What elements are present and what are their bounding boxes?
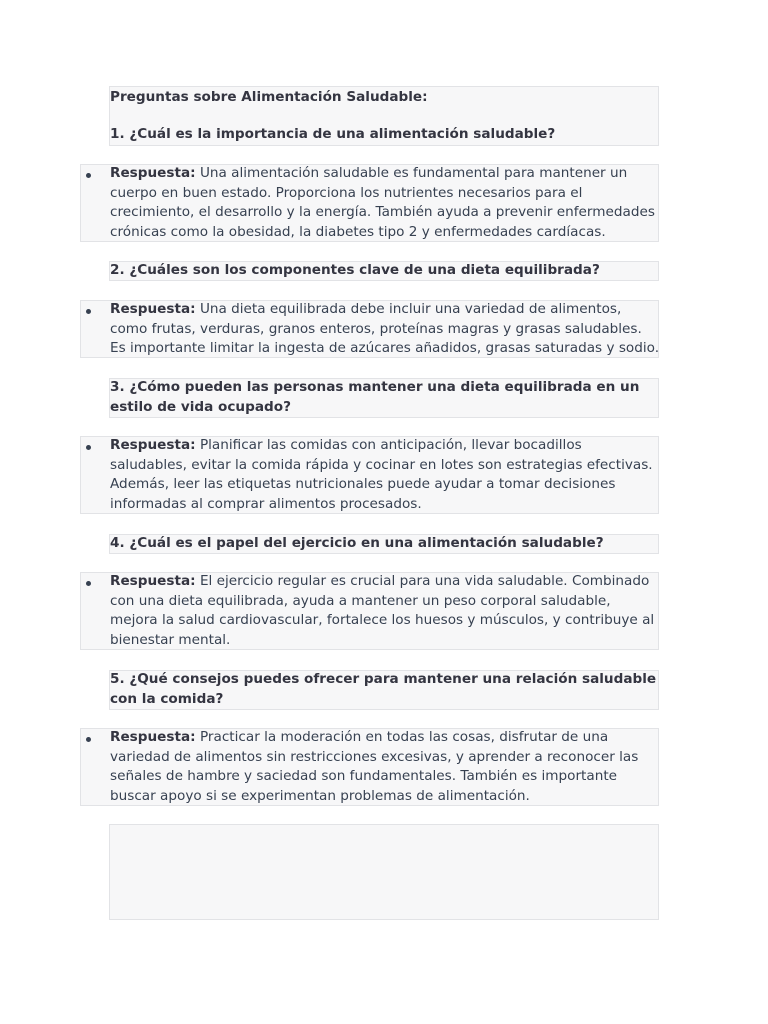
question-2: 2. ¿Cuáles son los componentes clave de una dieta equilibrada?: [110, 262, 600, 278]
question-3: 3. ¿Cómo pueden las personas mantener una dieta equilibrada en un estilo de vida ocupado?: [110, 379, 640, 415]
empty-block: [109, 824, 659, 920]
answer-text: Planificar las comidas con anticipación, llevar bocadillos saludables, evitar la comida rápida y cocinar en lotes son estrategias efectivas. Además, leer las etiquetas nutricionales puede ayudar a tomar decisiones informadas al comprar alimentos procesados.: [110, 437, 653, 512]
bullet-icon: [86, 581, 91, 586]
question-4: 4. ¿Cuál es el papel del ejercicio en una alimentación saludable?: [110, 535, 604, 551]
answer-2: [110, 300, 660, 359]
question-5: 5. ¿Qué consejos puedes ofrecer para mantener una relación saludable con la comida?: [110, 671, 657, 707]
bullet-icon: [86, 445, 91, 450]
answer-label: Respuesta:: [110, 729, 196, 745]
answer-4: [110, 572, 660, 650]
answer-3: [110, 436, 660, 514]
answer-label: Respuesta:: [110, 165, 196, 181]
answer-label: Respuesta:: [110, 301, 196, 317]
answer-text: El ejercicio regular es crucial para una vida saludable. Combinado con una dieta equilibrada, ayuda a mantener un peso corporal saludable, mejora la salud cardiovascular, fortalece los huesos y músculos, y contribuye al bienestar mental.: [110, 573, 655, 648]
answer-text: Una alimentación saludable es fundamental para mantener un cuerpo en buen estado. Proporciona los nutrientes necesarios para el crecimiento, el desarrollo y la energía. También ayuda a prevenir enfermedades crónicas como la obesidad, la diabetes tipo 2 y enfermedades cardíacas.: [110, 165, 655, 240]
bullet-icon: [86, 173, 91, 178]
bullet-icon: [86, 737, 91, 742]
answer-text: Practicar la moderación en todas las cosas, disfrutar de una variedad de alimentos sin restricciones excesivas, y aprender a reconocer las señales de hambre y saciedad son fundamentales. También es importante buscar apoyo si se experimentan problemas de alimentación.: [110, 729, 639, 804]
answer-5: [110, 728, 660, 806]
question-1: 1. ¿Cuál es la importancia de una alimentación saludable?: [110, 126, 556, 142]
answer-label: Respuesta:: [110, 437, 196, 453]
bullet-icon: [86, 309, 91, 314]
answer-text: Una dieta equilibrada debe incluir una variedad de alimentos, como frutas, verduras, granos enteros, proteínas magras y grasas saludables. Es importante limitar la ingesta de azúcares añadidos, grasas saturadas y sodio.: [110, 301, 660, 357]
document-title: Preguntas sobre Alimentación Saludable:: [110, 89, 428, 105]
answer-1: [110, 164, 660, 242]
answer-label: Respuesta:: [110, 573, 196, 589]
